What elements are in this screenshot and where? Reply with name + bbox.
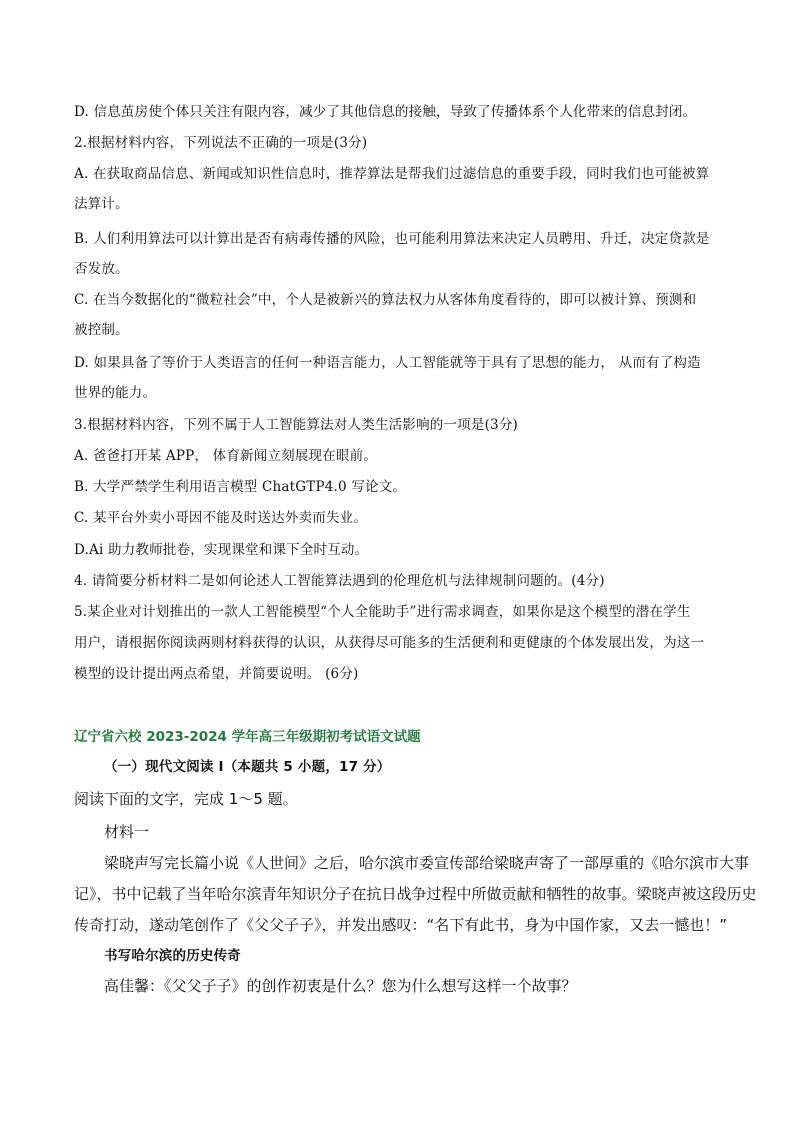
q2-option-c-line1: C. 在当今数据化的“微粒社会”中，个人是被新兴的算法权力从客体角度看待的，即可以被计算、预测和 (74, 292, 697, 308)
q5-stem-line1: 5.某企业对计划推出的一款人工智能模型“个人全能助手”进行需求调查，如果你是这个模型的潜在学生 (74, 604, 691, 620)
q2-stem: 2.根据材料内容，下列说法不正确的一项是(3分) (74, 135, 368, 151)
interview-question: 高佳馨：《父父子子》的创作初衷是什么？您为什么想写这样一个故事？ (104, 977, 577, 995)
q3-option-c: C. 某平台外卖小哥因不能及时送达外卖而失业。 (74, 510, 368, 526)
exam-title: 辽宁省六校 2023-2024 学年高三年级期初考试语文试题 (74, 729, 421, 745)
q2-option-b-line2: 否发放。 (74, 261, 129, 277)
q2-option-a-line2: 法算计。 (74, 196, 129, 212)
q3-stem: 3.根据材料内容，下列不属于人工智能算法对人类生活影响的一项是(3分) (74, 417, 519, 433)
part-heading: （一）现代文阅读 I（本题共 5 小题，17 分） (104, 759, 391, 775)
paragraph-line1: 梁晓声写完长篇小说《人世间》之后，哈尔滨市委宣传部给梁晓声寄了一部厚重的《哈尔滨市大事 (104, 854, 750, 872)
q2-option-c-line2: 被控制。 (74, 322, 129, 338)
reading-instruction: 阅读下面的文字，完成 1～5 题。 (74, 790, 298, 808)
paragraph-line3: 传奇打动，遂动笔创作了《父父子子》，并发出感叹：“名下有此书，身为中国作家，又去一憾也！” (74, 916, 728, 934)
q3-option-d: D.Ai 助力教师批卷，实现课堂和课下全时互动。 (74, 542, 369, 558)
q5-stem-line2: 用户，请根据你阅读两则材料获得的认识，从获得尽可能多的生活便利和更健康的个体发展出发，为这一 (74, 635, 705, 651)
q3-option-a: A. 爸爸打开某 APP， 体育新闻立刻展现在眼前。 (74, 448, 378, 464)
q3-option-b: B. 大学严禁学生利用语言模型 ChatGTP4.0 写论文。 (74, 479, 407, 495)
q4-stem: 4. 请简要分析材料二是如何论述人工智能算法遇到的伦理危机与法律规制问题的。(4分) (74, 573, 605, 589)
q2-option-d-line1: D. 如果具备了等价于人类语言的任何一种语言能力，人工智能就等于具有了思想的能力， 从而有了构造 (74, 355, 701, 371)
q5-stem-line3: 模型的设计提出两点希望，并简要说明。 (6分) (74, 666, 359, 682)
q1-option-d: D. 信息茧房使个体只关注有限内容，减少了其他信息的接触，导致了传播体系个人化带来的信息封闭。 (74, 104, 697, 120)
q2-option-d-line2: 世界的能力。 (74, 385, 157, 401)
material-label: 材料一 (104, 823, 150, 841)
q2-option-b-line1: B. 人们利用算法可以计算出是否有病毒传播的风险，也可能利用算法来决定人员聘用、升迁，决定贷款是 (74, 231, 710, 247)
paragraph-line2: 记》，书中记载了当年哈尔滨青年知识分子在抗日战争过程中所做贡献和牺牲的故事。梁晓声被这段历史 (74, 885, 757, 903)
subheading: 书写哈尔滨的历史传奇 (104, 948, 241, 964)
q2-option-a-line1: A. 在获取商品信息、新闻或知识性信息时，推荐算法是帮我们过滤信息的重要手段，同时我们也可能被算 (74, 166, 710, 182)
